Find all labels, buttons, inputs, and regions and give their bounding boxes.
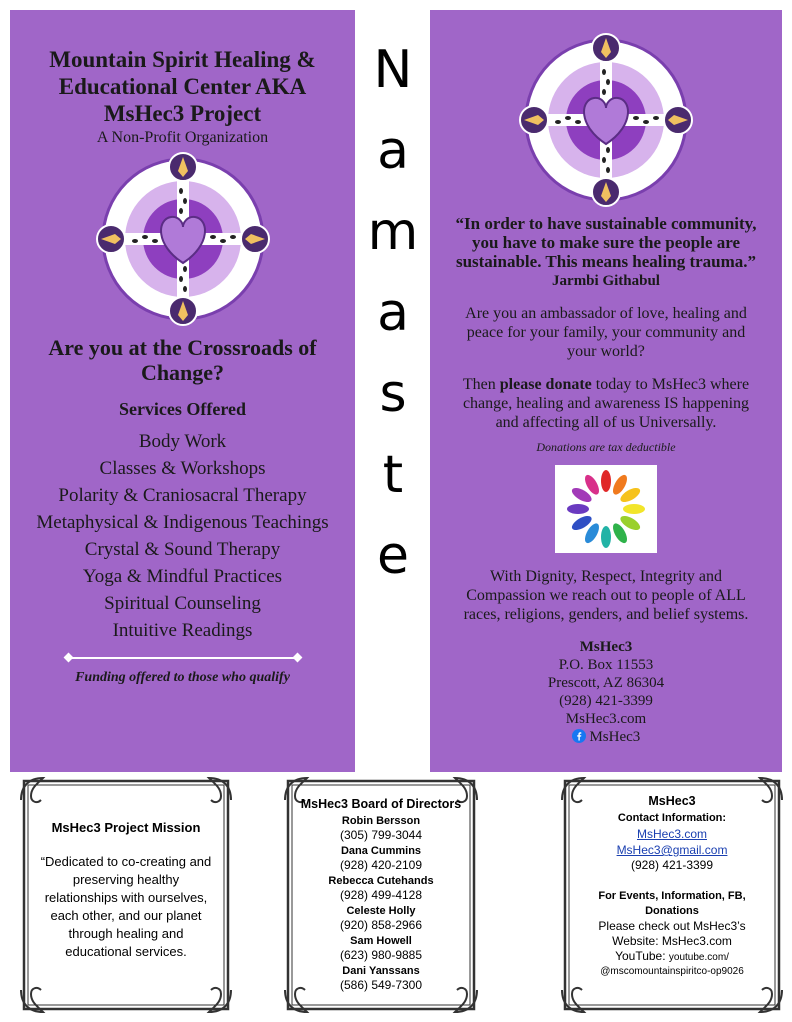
namaste-letter: s xyxy=(379,364,407,424)
contact-title: MsHec3 xyxy=(648,794,696,808)
ambassador-line: peace for your family, your community and xyxy=(466,324,746,341)
website-line: Website: MsHec3.com xyxy=(612,934,732,948)
events-line: Donations xyxy=(645,905,699,917)
divider-diamond xyxy=(63,653,73,663)
board-box xyxy=(283,776,479,1014)
contact-spacer xyxy=(560,873,784,889)
donate-line: change, healing and awareness IS happening xyxy=(462,395,750,412)
board-member-name: Sam Howell xyxy=(350,935,412,947)
website-text: MsHec3.com xyxy=(565,711,647,727)
service-item: Body Work xyxy=(138,431,227,452)
crossroads-heading xyxy=(10,335,355,385)
divider-diamond xyxy=(292,653,302,663)
namaste-vertical-title xyxy=(357,30,429,597)
mission-content xyxy=(19,820,233,961)
contact-phone: (928) 421-3399 xyxy=(630,858,714,872)
youtube-url: youtube.com/ xyxy=(668,952,729,963)
dignity-line: Compassion we reach out to people of ALL xyxy=(466,587,746,604)
board-member-name: Dani Yanssans xyxy=(342,965,420,977)
namaste-letter: t xyxy=(382,445,404,505)
service-item: Metaphysical & Indigenous Teachings xyxy=(36,512,329,533)
website-link[interactable]: MsHec3.com xyxy=(636,827,707,841)
funding-note: Funding offered to those who qualify xyxy=(75,670,290,685)
service-item: Spiritual Counseling xyxy=(104,593,261,614)
quote-line: you have to make sure the people are xyxy=(471,233,741,252)
divider-line xyxy=(69,657,297,659)
board-member-phone: (928) 420-2109 xyxy=(339,858,423,872)
email-link[interactable]: MsHec3@gmail.com xyxy=(616,843,728,857)
contact-content xyxy=(560,794,784,979)
board-member-name: Dana Cummins xyxy=(340,845,422,857)
quote-line: “In order to have sustainable community, xyxy=(455,214,757,233)
city-address: Prescott, AZ 86304 xyxy=(547,675,665,691)
board-member-phone: (586) 549-7300 xyxy=(339,978,423,992)
board-member-name: Robin Bersson xyxy=(341,815,421,827)
service-item: Crystal & Sound Therapy xyxy=(84,539,281,560)
crossroads-line: Change? xyxy=(140,360,225,385)
right-panel xyxy=(430,10,782,772)
org-title-line: Mountain Spirit Healing & xyxy=(49,47,316,72)
dignity-line: With Dignity, Respect, Integrity and xyxy=(489,568,723,585)
namaste-letter: a xyxy=(377,121,409,181)
donate-emphasis: please donate xyxy=(499,376,592,393)
mission-box xyxy=(19,776,233,1014)
facebook-icon xyxy=(572,729,586,743)
facebook-label: MsHec3 xyxy=(589,729,641,745)
mission-title: MsHec3 Project Mission xyxy=(51,820,201,835)
services-list xyxy=(10,428,355,644)
board-title: MsHec3 Board of Directors xyxy=(300,797,462,811)
board-member-phone: (305) 799-3044 xyxy=(339,828,423,842)
rainbow-footprints-image xyxy=(555,465,657,553)
service-item: Classes & Workshops xyxy=(99,458,266,479)
phone-number: (928) 421-3399 xyxy=(559,693,653,709)
events-line: For Events, Information, FB, xyxy=(598,890,746,902)
ambassador-line: Are you an ambassador of love, healing and xyxy=(465,305,747,322)
ambassador-paragraph xyxy=(448,304,764,361)
medicine-wheel-emblem xyxy=(95,151,271,327)
service-item: Yoga & Mindful Practices xyxy=(82,566,283,587)
quote-line: sustainable. This means healing trauma.” xyxy=(455,252,757,271)
tax-deductible-note: Donations are tax deductible xyxy=(536,440,676,454)
board-member-phone: (928) 499-4128 xyxy=(339,888,423,902)
namaste-letter: e xyxy=(377,526,409,586)
org-title xyxy=(10,46,355,127)
board-member-phone: (623) 980-9885 xyxy=(339,948,423,962)
quote-text xyxy=(438,214,774,271)
facebook-line[interactable] xyxy=(430,728,782,746)
mission-text: “Dedicated to co-creating and preserving healthy relationships with ourselves, each other, and our planet through healing and educational services. xyxy=(40,854,212,959)
youtube-line xyxy=(560,949,784,965)
namaste-letter: N xyxy=(373,40,413,100)
donate-line xyxy=(448,375,764,394)
org-subtitle: A Non-Profit Organization xyxy=(96,129,269,146)
services-title: Services Offered xyxy=(118,399,247,419)
po-box: P.O. Box 11553 xyxy=(558,657,654,673)
donate-paragraph xyxy=(448,375,764,432)
ambassador-line: your world? xyxy=(567,343,645,360)
dignity-paragraph xyxy=(448,567,764,624)
contact-box xyxy=(560,776,784,1014)
namaste-letter: a xyxy=(377,283,409,343)
service-item: Polarity & Craniosacral Therapy xyxy=(58,485,307,506)
check-out-line: Please check out MsHec3’s xyxy=(598,919,746,933)
donate-line: and affecting all of us Universally. xyxy=(495,414,717,431)
service-item: Intuitive Readings xyxy=(112,620,253,641)
quote-author: Jarmbi Githabul xyxy=(552,273,660,289)
org-title-line: Educational Center AKA xyxy=(58,74,307,99)
left-panel xyxy=(10,10,355,772)
board-content xyxy=(283,797,479,995)
youtube-label: YouTube: xyxy=(615,949,669,963)
contact-org-name: MsHec3 xyxy=(579,639,633,655)
medicine-wheel-emblem xyxy=(518,32,694,208)
org-title-line: MsHec3 Project xyxy=(103,101,262,126)
namaste-letter: m xyxy=(367,202,419,262)
contact-info-label: Contact Information: xyxy=(617,812,727,824)
dignity-line: races, religions, genders, and belief systems. xyxy=(463,606,749,623)
decorative-divider xyxy=(65,652,301,664)
board-member-phone: (920) 858-2966 xyxy=(339,918,423,932)
board-member-name: Rebecca Cutehands xyxy=(328,875,434,887)
board-member-name: Celeste Holly xyxy=(346,905,416,917)
donate-mid: today to MsHec3 where xyxy=(591,376,750,393)
donate-pre: Then xyxy=(462,376,500,393)
crossroads-line: Are you at the Crossroads of xyxy=(48,335,317,360)
youtube-handle: @mscomountainspiritco-op9026 xyxy=(600,966,744,977)
